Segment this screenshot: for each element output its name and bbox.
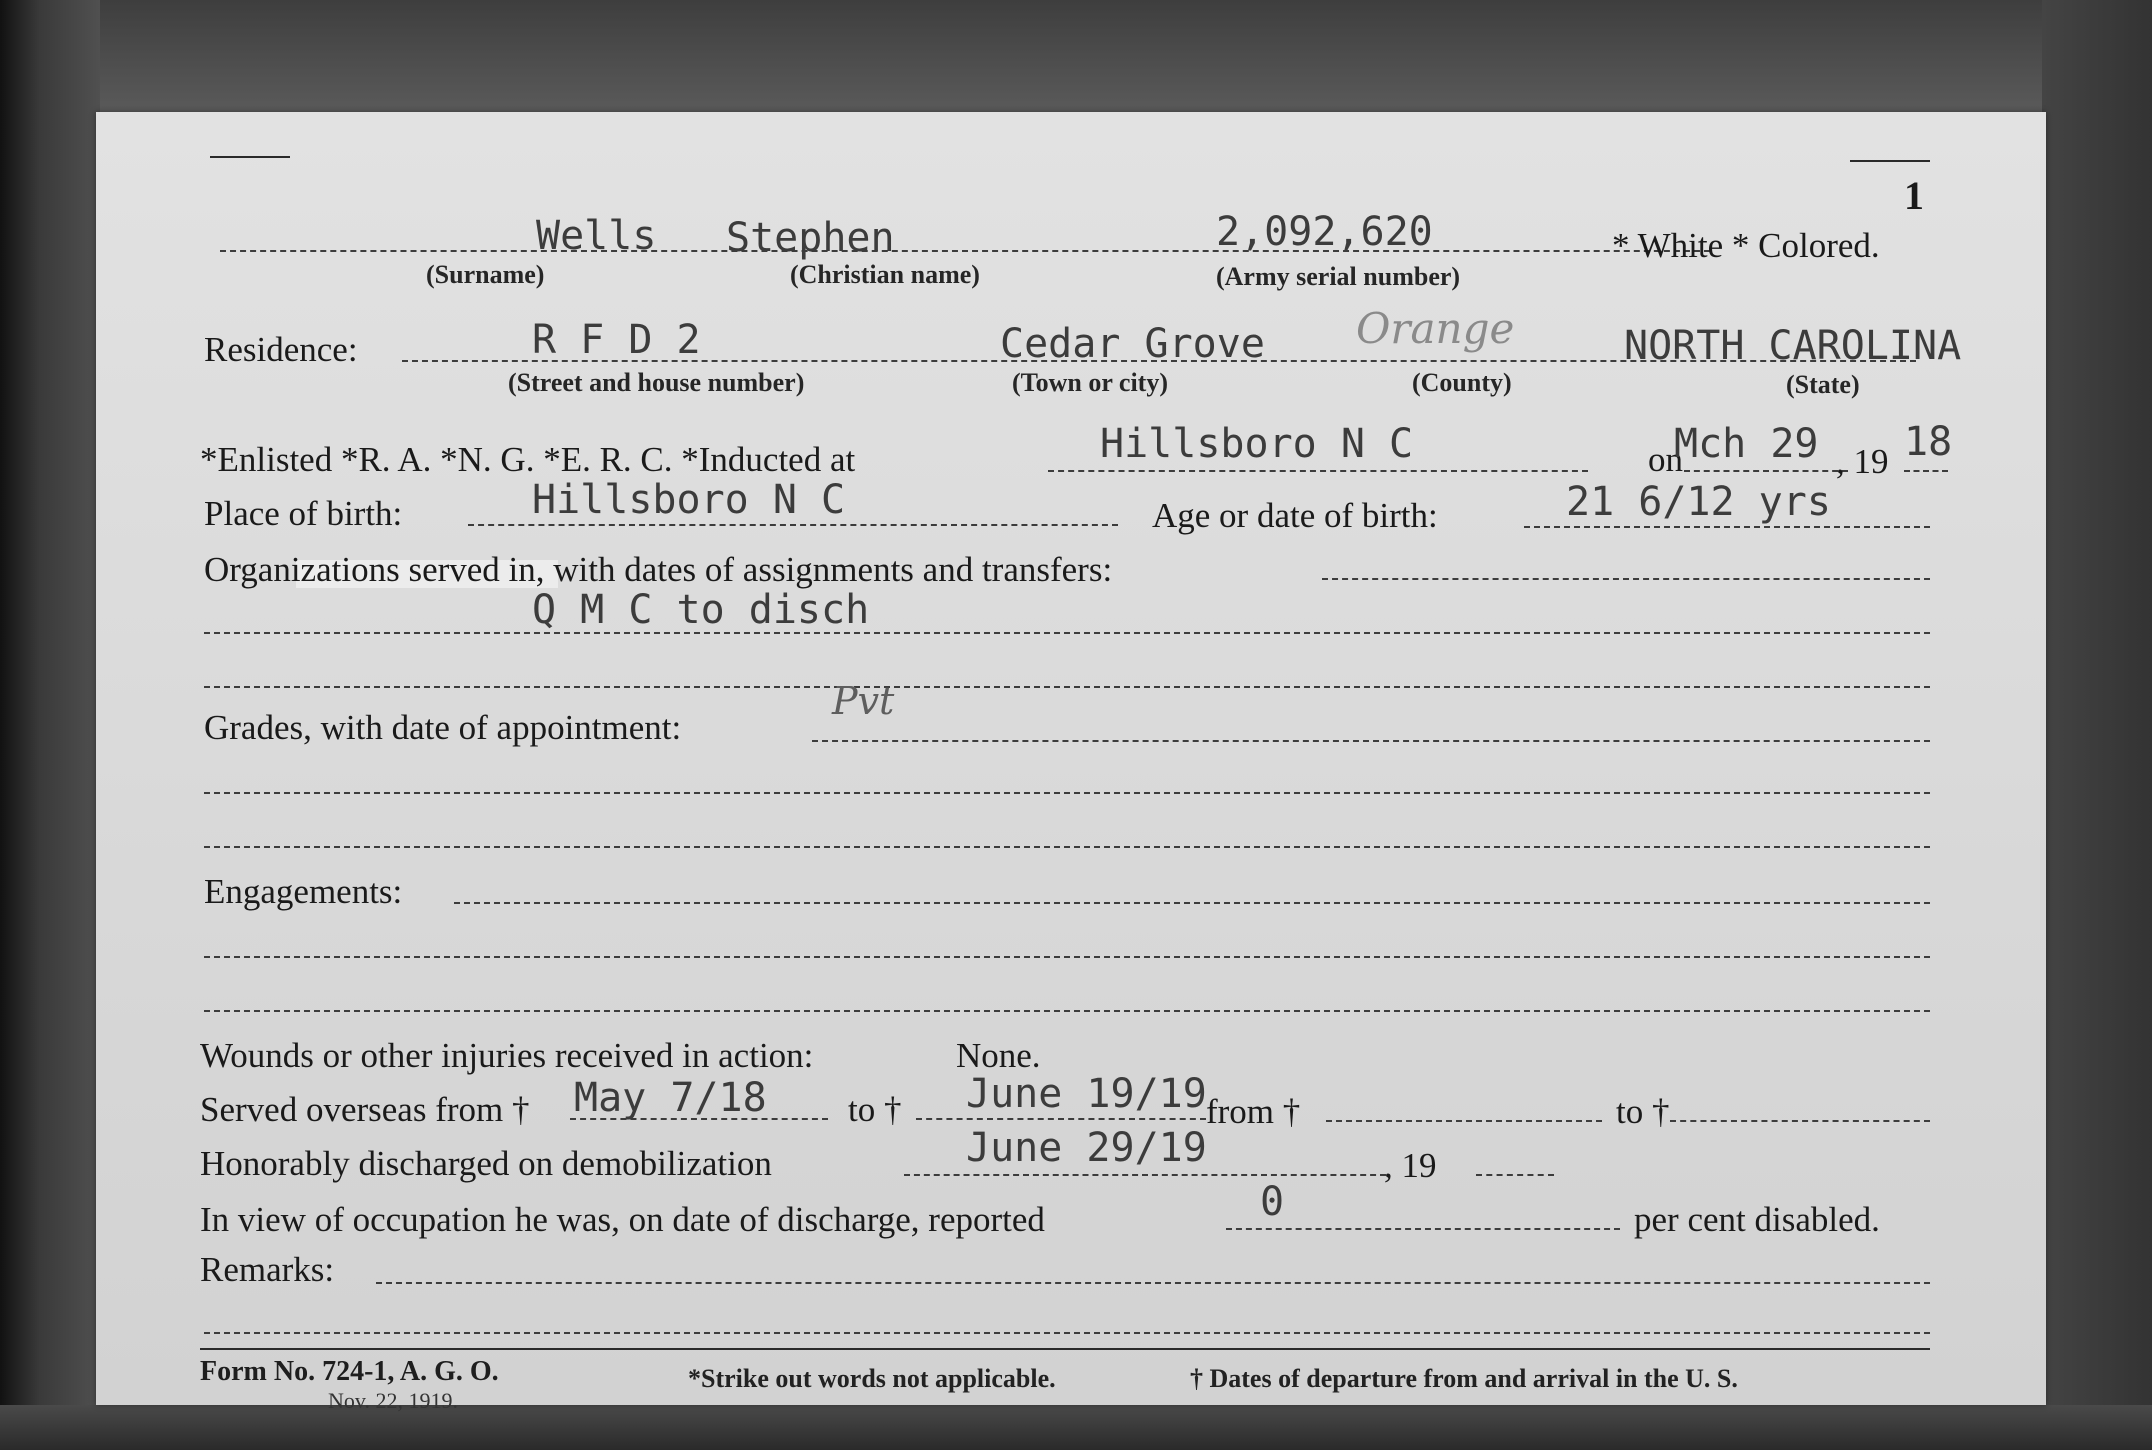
place-of-birth-label: Place of birth:: [204, 494, 403, 533]
county-caption: (County): [1412, 368, 1512, 397]
overseas-from2-line: [1326, 1120, 1602, 1122]
discharge-year-prefix: , 19: [1384, 1146, 1437, 1185]
army-serial-number-caption: (Army serial number): [1216, 262, 1461, 291]
remarks-line-1: [376, 1282, 1930, 1284]
discharge-date-value: June 29/19: [966, 1125, 1207, 1171]
discharge-label: Honorably discharged on demobilization: [200, 1144, 772, 1183]
age-value: 21 6/12 yrs: [1566, 479, 1831, 525]
residence-county-value: Orange: [1356, 304, 1515, 353]
scan-background-top: [0, 0, 2152, 112]
engagements-line-1: [454, 902, 1930, 904]
form-date: Nov. 22, 1919.: [328, 1388, 458, 1413]
inducted-on-label: on: [1648, 440, 1683, 479]
christian-name-value: Stephen: [726, 215, 895, 261]
footer-rule: [200, 1348, 1930, 1350]
name-line: [220, 250, 1710, 252]
engagements-line-3: [204, 1010, 1930, 1012]
inducted-year-prefix: , 19: [1836, 442, 1889, 481]
corner-rule-right: [1850, 160, 1930, 162]
overseas-to-line: [916, 1118, 1206, 1120]
strike-out-note: *Strike out words not applicable.: [688, 1364, 1056, 1393]
overseas-to-value: June 19/19: [966, 1071, 1207, 1117]
residence-street-value: R F D 2: [532, 317, 701, 363]
enlistment-options-label: *Enlisted *R. A. *N. G. *E. R. C. *Inducted at: [200, 440, 856, 479]
residence-town-value: Cedar Grove: [1000, 321, 1265, 367]
surname-caption: (Surname): [426, 260, 545, 289]
scan-background-left: [0, 0, 100, 1450]
grades-label: Grades, with date of appointment:: [204, 708, 682, 747]
army-serial-number-value: 2,092,620: [1216, 209, 1433, 255]
service-record-card: [96, 112, 2046, 1413]
wounds-label: Wounds or other injuries received in action:: [200, 1036, 814, 1075]
organizations-line-1: [1322, 578, 1930, 580]
grades-value: Pvt: [832, 679, 895, 723]
overseas-to2-label: to †: [1616, 1092, 1670, 1131]
christian-name-caption: (Christian name): [790, 260, 980, 289]
disability-label: In view of occupation he was, on date of discharge, reported: [200, 1200, 1045, 1239]
discharge-year-line: [1476, 1174, 1554, 1176]
place-of-birth-value: Hillsboro N C: [532, 477, 846, 523]
organizations-line-3: [204, 686, 1930, 688]
form-number: Form No. 724-1, A. G. O.: [200, 1356, 499, 1387]
overseas-from-value: May 7/18: [574, 1075, 767, 1121]
card-number: 1: [1904, 173, 1924, 218]
engagements-label: Engagements:: [204, 872, 403, 911]
disability-suffix: per cent disabled.: [1634, 1200, 1880, 1239]
scan-background-bottom: [0, 1405, 2152, 1450]
wounds-value: None.: [956, 1036, 1041, 1075]
remarks-label: Remarks:: [200, 1250, 335, 1289]
inducted-place-value: Hillsboro N C: [1100, 421, 1414, 467]
dates-note: † Dates of departure from and arrival in the U. S.: [1190, 1364, 1738, 1393]
scan-background-right: [2042, 0, 2152, 1450]
place-of-birth-line: [468, 524, 1118, 526]
state-caption: (State): [1786, 370, 1860, 399]
grades-line-2: [204, 792, 1930, 794]
discharge-date-line: [904, 1174, 1386, 1176]
remarks-line-2: [204, 1332, 1930, 1334]
organizations-value: Q M C to disch: [532, 587, 870, 633]
surname-value: Wells: [536, 213, 657, 259]
street-caption: (Street and house number): [508, 368, 805, 397]
corner-rule-left: [210, 156, 290, 158]
organizations-line-2: [204, 632, 1930, 634]
age-label: Age or date of birth:: [1152, 496, 1438, 535]
disability-line: [1226, 1228, 1620, 1230]
grades-line-3: [204, 846, 1930, 848]
overseas-to-label: to †: [848, 1090, 902, 1129]
overseas-to2-line: [1670, 1120, 1930, 1122]
inducted-year-line: [1904, 470, 1948, 472]
age-line: [1524, 526, 1930, 528]
overseas-from2-label: from †: [1206, 1092, 1301, 1131]
residence-label: Residence:: [204, 330, 358, 369]
inducted-date-value: Mch 29: [1674, 421, 1819, 467]
race-options: * White * Colored.: [1612, 226, 1880, 265]
engagements-line-2: [204, 956, 1930, 958]
town-caption: (Town or city): [1012, 368, 1168, 397]
disability-value: 0: [1260, 1179, 1285, 1225]
overseas-label: Served overseas from †: [200, 1090, 530, 1129]
organizations-label: Organizations served in, with dates of assignments and transfers:: [204, 550, 1113, 589]
inducted-place-line: [1048, 470, 1588, 472]
grades-line-1: [812, 740, 1930, 742]
residence-state-value: NORTH CAROLINA: [1624, 323, 1962, 369]
inducted-date-line: [1684, 470, 1848, 472]
inducted-year-value: 18: [1904, 419, 1953, 465]
